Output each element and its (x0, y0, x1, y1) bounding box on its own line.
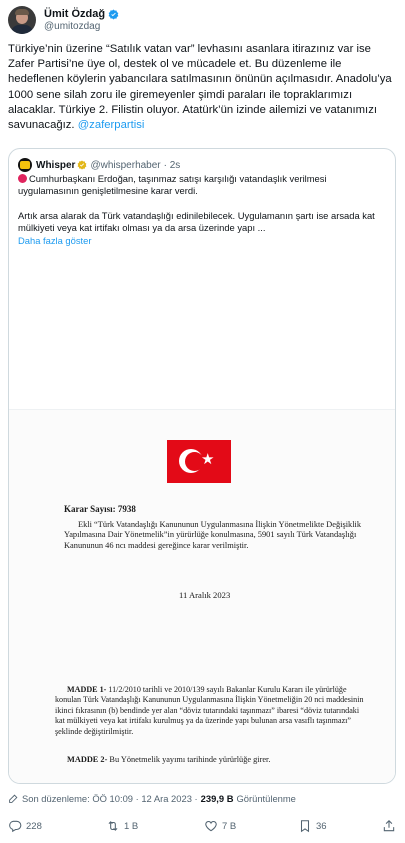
mention-link[interactable]: @zaferpartisi (77, 119, 145, 132)
author-avatar[interactable] (8, 6, 36, 34)
reply-icon (8, 819, 22, 833)
view-count: 239,9 B (200, 793, 234, 804)
reply-count: 228 (26, 820, 42, 832)
tweet-meta (8, 793, 296, 804)
author-name[interactable]: Ümit Özdağ (44, 8, 106, 20)
decision-number: Karar Sayısı: 7938 (64, 504, 136, 514)
author-handle[interactable]: @umitozdag (44, 21, 101, 32)
quote-text-line1: Cumhurbaşkanı Erdoğan, taşınmaz satışı karşılığı vatandaşlık verilmesi uygulamasının genişletilmesine karar verdi. (18, 173, 327, 197)
heart-icon (204, 819, 218, 833)
quote-author-name[interactable]: Whisper (36, 159, 76, 171)
like-count: 7 B (222, 820, 237, 832)
quote-text-line2: Artık arsa alarak da Türk vatandaşlığı edinilebilecek. Uygulamanın şartı ise arsada kat mülkiyeti veya kat irtifakı olması ya da arsa üzerinde yapı ... (18, 209, 375, 234)
retweet-icon (106, 819, 120, 833)
verified-badge-icon (108, 9, 119, 20)
show-more-link[interactable]: Daha fazla göster (18, 234, 92, 246)
pencil-icon (8, 793, 19, 804)
tweet-header (8, 6, 119, 34)
bookmark-icon (298, 819, 312, 833)
turkish-flag-icon: ★ (167, 440, 231, 483)
edited-timestamp[interactable]: Son düzenleme: ÖÖ 10:09 · 12 Ara 2023 · (22, 793, 198, 804)
retweet-button[interactable] (106, 819, 138, 833)
red-circle-icon (18, 174, 27, 183)
decision-date: 11 Aralık 2023 (179, 590, 231, 600)
quote-avatar[interactable] (18, 158, 32, 172)
quote-text (18, 173, 388, 247)
share-button[interactable] (382, 819, 400, 833)
like-button[interactable] (204, 819, 236, 833)
document-image-lower[interactable] (9, 633, 395, 783)
quote-author-handle[interactable]: @whisperhaber (90, 159, 161, 171)
verified-badge-icon (77, 160, 87, 170)
tweet-text (8, 42, 398, 133)
bookmark-button[interactable] (298, 819, 327, 833)
decision-body: Ekli “Türk Vatandaşlığı Kanununun Uygulanmasına İlişkin Yönetmelikte Değişiklik Yapılmasına Dair Yönetmelik”in yürürlüğe konulmasına, 5901 sayılı Türk Vatandaşlığı Kanununun 46 ncı maddesi gereğince karar verilmiştir. (64, 520, 362, 550)
quote-time[interactable]: · 2s (163, 159, 181, 171)
bookmark-count: 36 (316, 820, 327, 832)
article-1: MADDE 1- 11/2/2010 tarihli ve 2010/139 sayılı Bakanlar Kurulu Kararı ile yürürlüğe konulan Türk Vatandaşlığı Kanununun Uygulanmasına İlişkin Yönetmeliğin 20 nci maddesinin ikinci fıkrasının (b) bendinde yer alan “döviz tutarındaki taşınmazı” ibaresi “döviz tutarındaki kat mülkiyeti veya kat irtifakı kurulmuş ya da üzerinde yapı bulunan arsa vasıflı taşınmazı” şeklinde değiştirilmiştir. (55, 685, 364, 736)
view-label: Görüntülenme (236, 793, 296, 804)
tweet-body: Türkiye’nin üzerine “Satılık vatan var” levhasını asanlara itirazınız var ise Zafer Partisi’ne üye ol, destek ol ve mücadele et. Bu düzenleme ile hedeflenen köylerin yabancılara satılmasının önünün açılmasıdır. Anadolu’ya 1000 sene silah zoru ile giremeyenler şimdi paraları ile topraklarımızı alacaklar. Türkiye 2. Filistin oluyor. Atatürk’ün izinde ailemizi ve vatanımızı savunacağız. (8, 43, 392, 132)
reply-button[interactable] (8, 819, 42, 833)
article-2: MADDE 2- Bu Yönetmelik yayımı tarihinde yürürlüğe girer. (67, 755, 271, 764)
quoted-tweet[interactable] (8, 148, 396, 784)
retweet-count: 1 B (124, 820, 139, 832)
share-icon (382, 819, 396, 833)
